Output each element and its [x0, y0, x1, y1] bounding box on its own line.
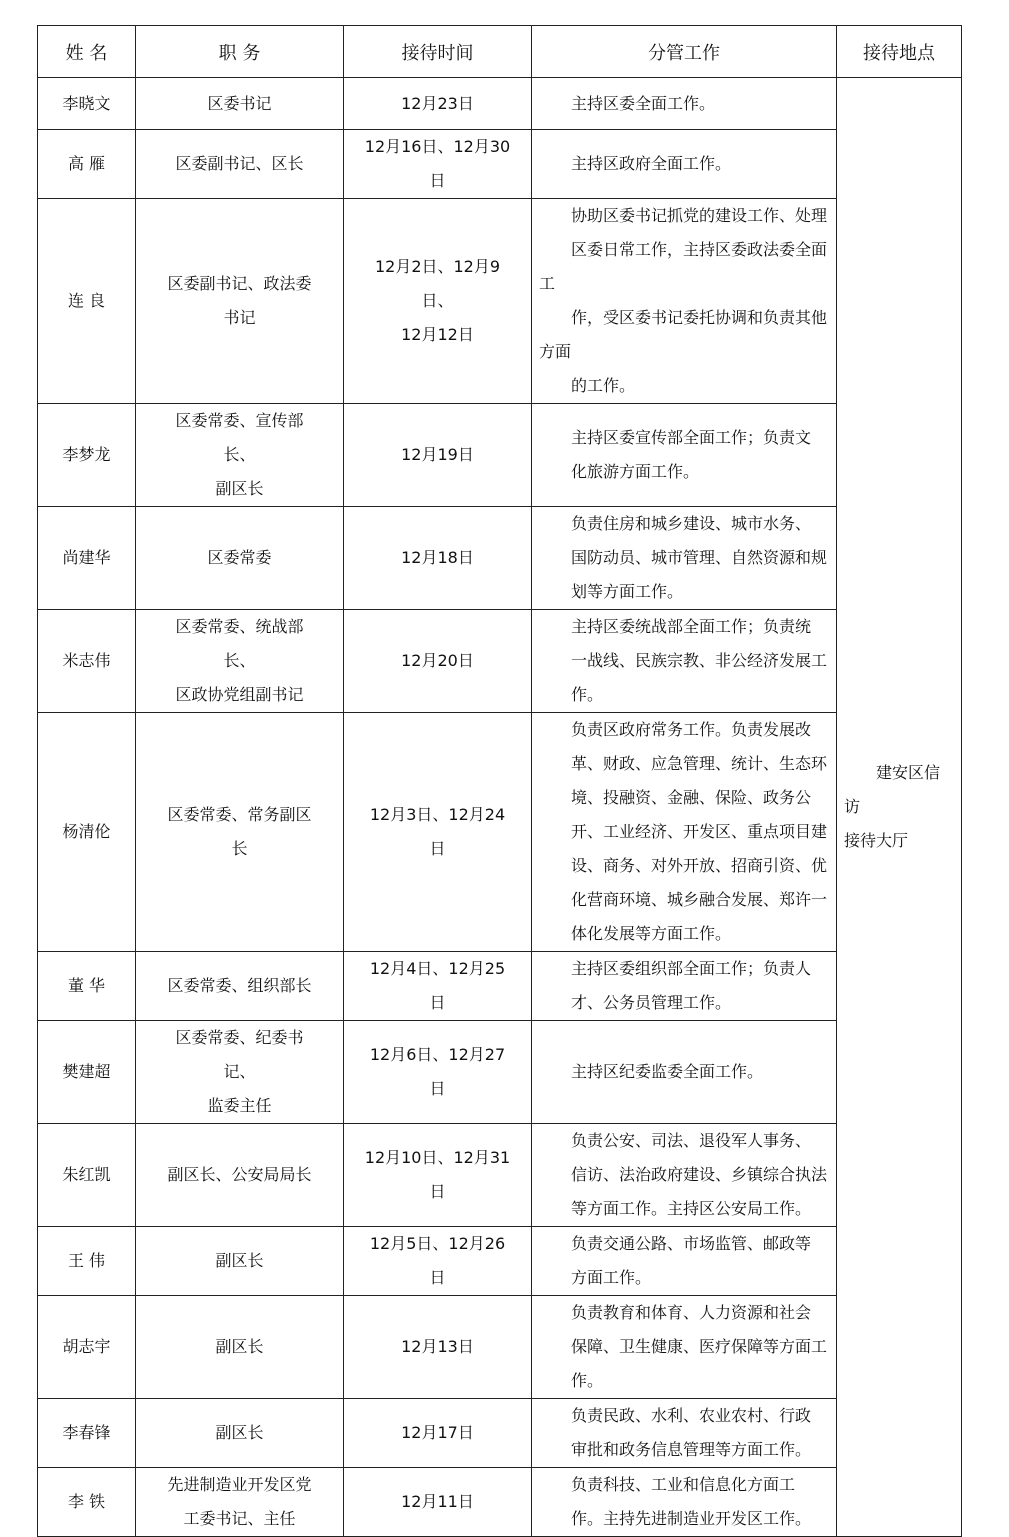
cell-name: 杨清伦 [38, 713, 136, 952]
cell-name: 胡志宇 [38, 1296, 136, 1399]
cell-time [344, 610, 532, 713]
cell-duty-line: 负责民政、水利、农业农村、行政 [571, 1406, 812, 1425]
cell-title [136, 1296, 344, 1399]
cell-time-line: 日 [429, 171, 446, 190]
cell-name: 李梦龙 [38, 404, 136, 507]
cell-title-line: 区委常委 [207, 548, 272, 567]
cell-duty-line: 主持区委统战部全面工作；负责统 [571, 617, 812, 636]
cell-title-line: 记、 [223, 1062, 256, 1081]
cell-time-line: 日、 [421, 291, 454, 310]
cell-duty-line: 区委日常工作，主持区委政法委全面工 [539, 240, 828, 293]
cell-duty-line: 信访、法治政府建设、乡镇综合执法 [571, 1165, 828, 1184]
cell-title-line: 副区长 [215, 479, 264, 498]
cell-duty-line: 负责交通公路、市场监管、邮政等 [571, 1234, 812, 1253]
cell-title-line: 副区长 [215, 1337, 264, 1356]
cell-time-line: 日 [429, 1182, 446, 1201]
cell-title-line: 区委常委、组织部长 [167, 976, 312, 995]
cell-duty [532, 1296, 837, 1399]
cell-name: 朱红凯 [38, 1124, 136, 1227]
cell-time-line: 12月20日 [401, 651, 474, 670]
cell-time-line: 12月2日、12月9 [374, 257, 501, 276]
cell-title-line: 区委书记 [207, 93, 272, 113]
cell-duty [532, 610, 837, 713]
cell-title-line: 区委副书记、政法委 [167, 274, 312, 293]
cell-duty-line: 负责住房和城乡建设、城市水务、 [571, 514, 812, 533]
cell-duty-line: 革、财政、应急管理、统计、生态环 [571, 754, 828, 773]
cell-title-line: 区委常委、统战部 [175, 617, 304, 636]
cell-time [344, 78, 532, 130]
cell-time-line: 12月19日 [401, 445, 474, 464]
cell-duty-line: 的工作。 [571, 376, 636, 395]
cell-duty-line: 主持区委全面工作。 [571, 93, 716, 113]
cell-time [344, 1296, 532, 1399]
table-row [38, 952, 962, 1021]
cell-duty [532, 199, 837, 404]
cell-title-line: 区政协党组副书记 [175, 685, 304, 704]
cell-duty [532, 130, 837, 199]
header-duty: 分管工作 [532, 26, 837, 78]
header-time: 接待时间 [344, 26, 532, 78]
cell-title [136, 713, 344, 952]
cell-title [136, 610, 344, 713]
cell-place-line: 建安区信访 [844, 763, 941, 816]
cell-title-line: 区委常委、常务副区 [167, 805, 312, 824]
cell-title-line: 监委主任 [207, 1096, 272, 1115]
cell-duty-line: 划等方面工作。 [571, 582, 684, 601]
cell-time [344, 1399, 532, 1468]
cell-duty-line: 审批和政务信息管理等方面工作。 [571, 1440, 812, 1459]
cell-duty-line: 主持区委组织部全面工作；负责人 [571, 959, 812, 978]
cell-time [344, 199, 532, 404]
cell-title [136, 952, 344, 1021]
cell-time [344, 130, 532, 199]
cell-duty [532, 507, 837, 610]
cell-duty-line: 主持区委宣传部全面工作；负责文 [571, 428, 812, 447]
table-row [38, 199, 962, 404]
cell-duty [532, 1227, 837, 1296]
cell-title-line: 区委副书记、区长 [175, 154, 304, 173]
cell-time-line: 日 [429, 1268, 446, 1287]
cell-name: 樊建超 [38, 1021, 136, 1124]
cell-title [136, 1124, 344, 1227]
cell-time-line: 日 [429, 993, 446, 1012]
cell-time [344, 1124, 532, 1227]
cell-title-line: 副区长 [215, 1251, 264, 1270]
cell-duty-line: 体化发展等方面工作。 [571, 924, 732, 943]
cell-duty-line: 化旅游方面工作。 [571, 462, 700, 481]
cell-duty-line: 国防动员、城市管理、自然资源和规 [571, 548, 828, 567]
cell-title-line: 副区长 [215, 1423, 264, 1442]
cell-time-line: 12月11日 [401, 1492, 474, 1511]
cell-duty [532, 952, 837, 1021]
cell-time [344, 507, 532, 610]
table-header [38, 26, 962, 78]
cell-duty-line: 才、公务员管理工作。 [571, 993, 732, 1012]
cell-time-line: 12月16日、12月30 [364, 137, 511, 156]
cell-duty [532, 1021, 837, 1124]
table-row [38, 1468, 962, 1537]
cell-title [136, 199, 344, 404]
cell-title-line: 工委书记、主任 [183, 1509, 296, 1528]
cell-title-line: 区委常委、纪委书 [175, 1028, 304, 1047]
cell-title [136, 1468, 344, 1537]
cell-duty-line: 负责科技、工业和信息化方面工 [571, 1475, 796, 1494]
cell-title-line: 长 [231, 839, 248, 858]
cell-duty [532, 1468, 837, 1537]
table-row [38, 1124, 962, 1227]
cell-title [136, 130, 344, 199]
cell-time [344, 404, 532, 507]
cell-time [344, 1021, 532, 1124]
table-row [38, 404, 962, 507]
cell-time [344, 1227, 532, 1296]
cell-time-line: 12月10日、12月31 [364, 1148, 511, 1167]
cell-title-line: 副区长、公安局局长 [167, 1165, 312, 1184]
cell-name: 尚建华 [38, 507, 136, 610]
reception-schedule-table [37, 25, 962, 1537]
cell-name: 李春锋 [38, 1399, 136, 1468]
cell-time-line: 12月17日 [401, 1423, 474, 1442]
table-row [38, 78, 962, 130]
cell-time-line: 12月12日 [401, 325, 474, 344]
cell-duty-line: 作，受区委书记委托协调和负责其他方面 [539, 308, 828, 361]
cell-title [136, 1399, 344, 1468]
cell-name: 王 伟 [38, 1227, 136, 1296]
cell-duty-line: 负责区政府常务工作。负责发展改 [571, 720, 812, 739]
cell-time [344, 952, 532, 1021]
cell-name: 米志伟 [38, 610, 136, 713]
cell-name: 连 良 [38, 199, 136, 404]
cell-time [344, 1468, 532, 1537]
cell-name: 高 雁 [38, 130, 136, 199]
cell-duty-line: 境、投融资、金融、保险、政务公 [571, 788, 812, 807]
cell-duty-line: 化营商环境、城乡融合发展、郑许一 [571, 890, 828, 909]
table-row [38, 1227, 962, 1296]
cell-duty-line: 主持区政府全面工作。 [571, 154, 732, 173]
cell-time-line: 12月4日、12月25 [369, 959, 506, 978]
cell-title [136, 404, 344, 507]
cell-duty [532, 1399, 837, 1468]
cell-duty-line: 主持区纪委监委全面工作。 [571, 1062, 764, 1081]
cell-duty-line: 协助区委书记抓党的建设工作、处理 [571, 206, 828, 225]
cell-title-line: 长、 [223, 651, 256, 670]
header-place: 接待地点 [837, 26, 962, 78]
cell-time [344, 713, 532, 952]
cell-title-line: 区委常委、宣传部 [175, 411, 304, 430]
cell-place [837, 78, 962, 1537]
header-row [38, 26, 962, 78]
cell-duty [532, 713, 837, 952]
cell-time-line: 12月13日 [401, 1337, 474, 1356]
cell-title [136, 1227, 344, 1296]
table-row [38, 507, 962, 610]
table-row [38, 610, 962, 713]
cell-title-line: 长、 [223, 445, 256, 464]
cell-title-line: 书记 [223, 308, 256, 327]
cell-duty-line: 作。主持先进制造业开发区工作。 [571, 1509, 812, 1528]
cell-title [136, 78, 344, 130]
cell-duty-line: 开、工业经济、开发区、重点项目建 [571, 822, 828, 841]
cell-duty-line: 方面工作。 [571, 1268, 652, 1287]
cell-time-line: 12月6日、12月27 [369, 1045, 506, 1064]
cell-time-line: 日 [429, 1079, 446, 1098]
cell-title [136, 1021, 344, 1124]
cell-time-line: 12月23日 [401, 93, 474, 113]
table-row [38, 713, 962, 952]
cell-place-line: 接待大厅 [844, 831, 909, 850]
table-body [38, 78, 962, 1537]
cell-duty [532, 1124, 837, 1227]
header-name: 姓 名 [38, 26, 136, 78]
table-row [38, 1296, 962, 1399]
cell-duty-line: 等方面工作。主持区公安局工作。 [571, 1199, 812, 1218]
cell-name: 李 铁 [38, 1468, 136, 1537]
cell-duty-line: 作。 [571, 685, 604, 704]
cell-time-line: 12月5日、12月26 [369, 1234, 506, 1253]
cell-name: 董 华 [38, 952, 136, 1021]
cell-duty [532, 78, 837, 130]
table-row [38, 130, 962, 199]
cell-duty-line: 设、商务、对外开放、招商引资、优 [571, 856, 828, 875]
cell-title [136, 507, 344, 610]
cell-duty-line: 保障、卫生健康、医疗保障等方面工 [571, 1337, 828, 1356]
cell-time-line: 12月18日 [401, 548, 474, 567]
cell-duty-line: 一战线、民族宗教、非公经济发展工 [571, 651, 828, 670]
header-title: 职 务 [136, 26, 344, 78]
cell-title-line: 先进制造业开发区党 [167, 1475, 312, 1494]
cell-duty-line: 负责教育和体育、人力资源和社会 [571, 1303, 812, 1322]
cell-duty [532, 404, 837, 507]
cell-time-line: 12月3日、12月24 [369, 805, 506, 824]
table-row [38, 1021, 962, 1124]
table-row [38, 1399, 962, 1468]
cell-duty-line: 负责公安、司法、退役军人事务、 [571, 1131, 812, 1150]
cell-name: 李晓文 [38, 78, 136, 130]
cell-time-line: 日 [429, 839, 446, 858]
cell-duty-line: 作。 [571, 1371, 604, 1390]
